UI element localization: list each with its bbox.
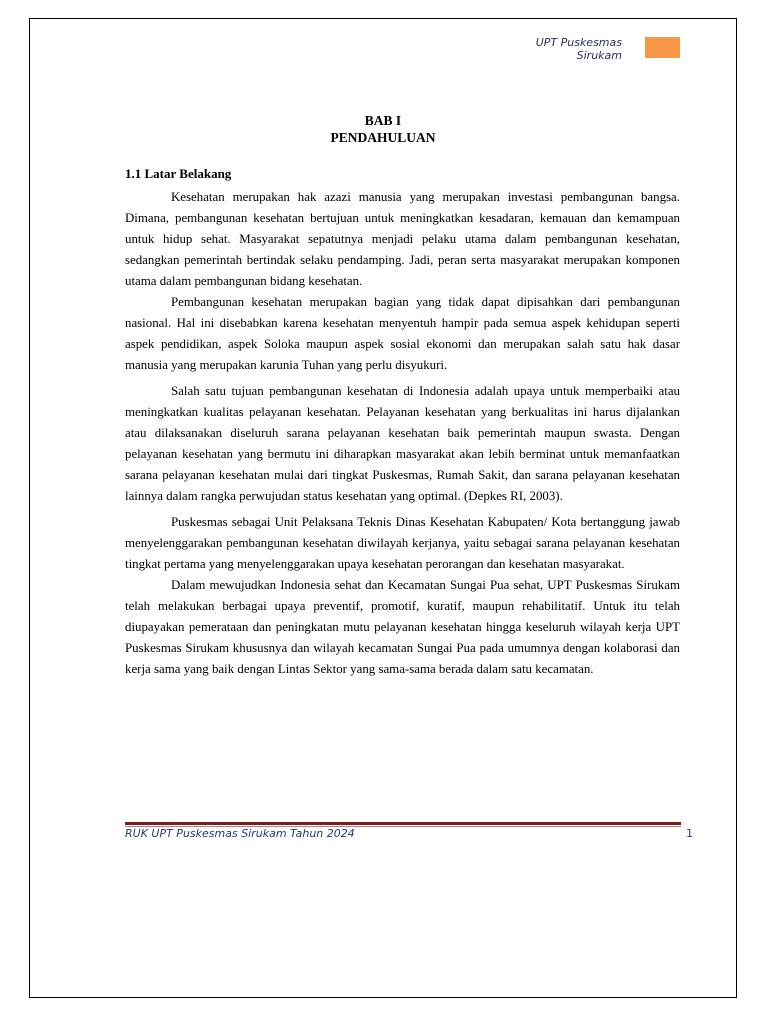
chapter-number: BAB I <box>364 113 402 128</box>
paragraph: Pembangunan kesehatan merupakan bagian yang tidak dapat dipisahkan dari pembangunan nasional. Hal ini disebabkan karena kesehatan menyentuh hampir pada semua aspek kehidupan seperti aspek pendidikan, aspek Soloka maupun aspek sosial ekonomi dan merupakan salah satu hak dasar manusia yang merupakan karunia Tuhan yang perlu disyukuri. <box>125 295 680 372</box>
paragraph: Salah satu tujuan pembangunan kesehatan di Indonesia adalah upaya untuk memperbaiki atau meningkatkan kualitas pelayanan kesehatan. Pelayanan kesehatan yang berkualitas ini harus dijalankan atau dilaksanakan diseluruh sarana pelayanan kesehatan baik pemerintah maupun swasta. Dengan pelayanan kesehatan yang bermutu ini diharapkan masyarakat akan lebih berminat untuk memanfaatkan sarana pelayanan kesehatan mulai dari tingkat Puskesmas, Rumah Sakit, dan sarana pelayanan kesehatan lainnya dalam rangka perwujudan status kesehatan yang optimal. (Depkes RI, 2003). <box>125 384 680 503</box>
paragraph: Puskesmas sebagai Unit Pelaksana Teknis Dinas Kesehatan Kabupaten/ Kota bertanggung jawab menyelenggarakan pembangunan kesehatan diwilayah kerjanya, yaitu sebagai sarana pelayanan kesehatan tingkat pertama yang menyelenggarakan upaya kesehatan perorangan dan kesehatan masyarakat. <box>125 515 680 571</box>
page-header <box>536 36 622 62</box>
page-number: 1 <box>686 827 693 840</box>
footer-text: RUK UPT Puskesmas Sirukam Tahun 2024 <box>125 827 355 840</box>
header-accent-box <box>645 37 680 58</box>
header-line-2: Sirukam <box>576 49 622 62</box>
paragraph: Kesehatan merupakan hak azazi manusia yang merupakan investasi pembangunan bangsa. Dimana, pembangunan kesehatan bertujuan untuk meningkatkan kesadaran, kemauan dan kemampuan untuk hidup sehat. Masyarakat sepatutnya menjadi pelaku utama dalam pembangunan kesehatan, sedangkan pemerintah bertindak selaku pendamping. Jadi, peran serta masyarakat merupakan komponen utama dalam pembangunan bidang kesehatan. <box>125 190 680 288</box>
body-text <box>125 187 680 680</box>
chapter-title: PENDAHULUAN <box>330 130 436 145</box>
section-title: 1.1 Latar Belakang <box>125 166 232 181</box>
header-line-1: UPT Puskesmas <box>535 36 622 49</box>
document-page <box>29 18 737 998</box>
paragraph: Dalam mewujudkan Indonesia sehat dan Kecamatan Sungai Pua sehat, UPT Puskesmas Sirukam telah melakukan berbagai upaya preventif, promotif, kuratif, maupun rehabilitatif. Untuk itu telah diupayakan pemerataan dan peningkatan mutu pelayanan kesehatan hingga keseluruh wilayah kerja UPT Puskesmas Sirukam khususnya dan wilayah kecamatan Sungai Pua pada umumnya dengan kolaborasi dan kerja sama yang baik dengan Lintas Sektor yang sama-sama berada dalam satu kecamatan. <box>125 578 680 676</box>
footer-rule <box>125 822 681 825</box>
